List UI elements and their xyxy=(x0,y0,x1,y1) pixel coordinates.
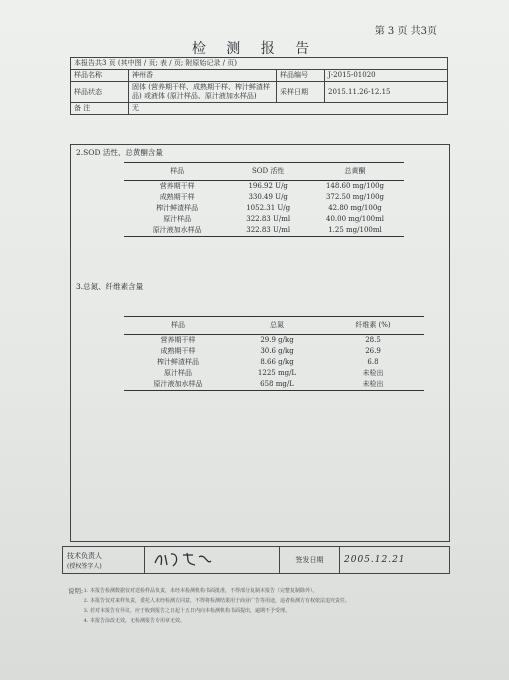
section2-col-sample: 样品 xyxy=(124,163,230,181)
section3-col-nitrogen: 总氮 xyxy=(232,317,322,335)
table-row xyxy=(124,214,404,225)
sample-cell: 营养期干样 xyxy=(160,336,196,344)
section3-col-sample: 样品 xyxy=(124,317,232,335)
sign-date-label: 签发日期 xyxy=(280,547,340,574)
value-cell: 40.00 mg/100ml xyxy=(326,215,384,223)
authorized-signer-label: (授权签字人) xyxy=(67,562,102,570)
remarks: 无 xyxy=(129,103,448,115)
page-number: 第 3 页 共3页 xyxy=(374,26,437,37)
sign-date: 2005.12.21 xyxy=(344,555,406,565)
value-cell: 26.9 xyxy=(365,347,381,355)
table-row xyxy=(124,357,424,368)
table-row xyxy=(124,335,424,347)
table-row xyxy=(124,203,404,214)
sample-cell: 成熟期干样 xyxy=(159,193,195,201)
sample-id: J-2015-01020 xyxy=(325,70,448,82)
sod-flavonoid-table xyxy=(124,162,404,237)
report-title: 检 测 报 告 xyxy=(191,41,318,57)
value-cell: 330.49 U/g xyxy=(248,193,288,201)
value-cell: 28.5 xyxy=(365,336,381,344)
sample-cell: 原汁样品 xyxy=(164,369,192,377)
tech-lead-label: 技术负责人 xyxy=(67,551,102,560)
value-cell: 148.60 mg/100g xyxy=(325,182,385,190)
value-cell: 322.83 U/ml xyxy=(246,215,291,223)
report-summary: 本报告共3 页 (其中图 / 页; 表 / 页; 附原始记录 / 页) xyxy=(71,58,448,70)
value-cell: 30.6 g/kg xyxy=(260,347,294,355)
value-cell: 1052.31 U/g xyxy=(246,204,291,212)
value-cell: 42.80 mg/100g xyxy=(328,204,382,212)
value-cell: 196.92 U/g xyxy=(248,182,288,190)
sign-date-cell xyxy=(340,547,450,574)
value-cell: 1.25 mg/100ml xyxy=(306,225,404,237)
table-row xyxy=(124,225,404,237)
section3-heading: 3.总氮、纤维素含量 xyxy=(76,282,144,291)
notes-block xyxy=(68,586,448,626)
sample-cell: 榨汁鲜渣样品 xyxy=(157,358,199,366)
table-row xyxy=(124,379,424,391)
value-cell: 未检出 xyxy=(322,379,424,391)
value-cell: 8.66 g/kg xyxy=(260,358,294,366)
note-item: 2. 本报告仅对来样负责，委托人未经检测方同意，不得将检测结果用于商业广告等用途，违者检测方有权依法追究责任。 xyxy=(90,596,448,606)
sample-cell: 成熟期干样 xyxy=(160,347,196,355)
sample-cell: 原汁液加水样品 xyxy=(124,379,232,391)
note-item: 3. 若对本报告有异议，应于收到报告之日起十五日内向本检测机构书面提出，逾期不予受理。 xyxy=(90,606,448,616)
signature-cell xyxy=(145,547,280,574)
value-cell: 372.50 mg/100g xyxy=(325,193,385,201)
note-item: 1. 本报告检测数据仅对送检样品负责，未经本检测机构书面批准，不得部分复制本报告（完整复制除外）。 xyxy=(90,586,448,596)
sample-name-label: 样品名称 xyxy=(71,70,129,82)
section3-col-fiber: 纤维素 (%) xyxy=(322,317,424,335)
sample-cell: 原汁样品 xyxy=(163,215,192,223)
sample-id-label: 样品编号 xyxy=(277,70,325,82)
handwritten-signature xyxy=(149,549,219,569)
section2-heading: 2.SOD 活性、总黄酮含量 xyxy=(76,148,163,157)
note-item: 4. 本报告涂改无效，无检测报告专用章无效。 xyxy=(90,616,448,626)
value-cell: 1225 mg/L xyxy=(257,369,297,377)
sampling-date: 2015.11.26-12.15 xyxy=(325,82,448,103)
table-row xyxy=(124,181,404,193)
sample-info-table xyxy=(70,57,448,115)
sampling-date-label: 采样日期 xyxy=(277,82,325,103)
value-cell: 未检出 xyxy=(362,369,384,377)
sample-state: 固体 (营养期干样、成熟期干样、榨汁鲜渣样品) 或液体 (原汁样品、原汁液加水样品) xyxy=(129,82,277,103)
sample-cell: 原汁液加水样品 xyxy=(124,225,230,237)
value-cell: 29.9 g/kg xyxy=(260,336,294,344)
section2-col-sod: SOD 活性 xyxy=(230,163,306,181)
value-cell: 322.83 U/ml xyxy=(230,225,306,237)
table-row xyxy=(124,346,424,357)
table-row xyxy=(124,368,424,379)
table-row xyxy=(124,192,404,203)
tech-lead-label-cell xyxy=(63,547,145,574)
signature-table xyxy=(62,546,450,574)
value-cell: 658 mg/L xyxy=(232,379,322,391)
remarks-label: 备 注 xyxy=(71,103,129,115)
sample-cell: 营养期干样 xyxy=(159,182,195,190)
sample-cell: 榨汁鲜渣样品 xyxy=(156,204,199,212)
notes-label: 说明: xyxy=(68,587,84,595)
value-cell: 6.8 xyxy=(367,358,379,366)
sample-state-label: 样品状态 xyxy=(71,82,129,103)
nitrogen-fiber-table xyxy=(124,316,424,391)
section2-col-flavonoid: 总黄酮 xyxy=(306,163,404,181)
sample-name: 神州香 xyxy=(129,70,277,82)
